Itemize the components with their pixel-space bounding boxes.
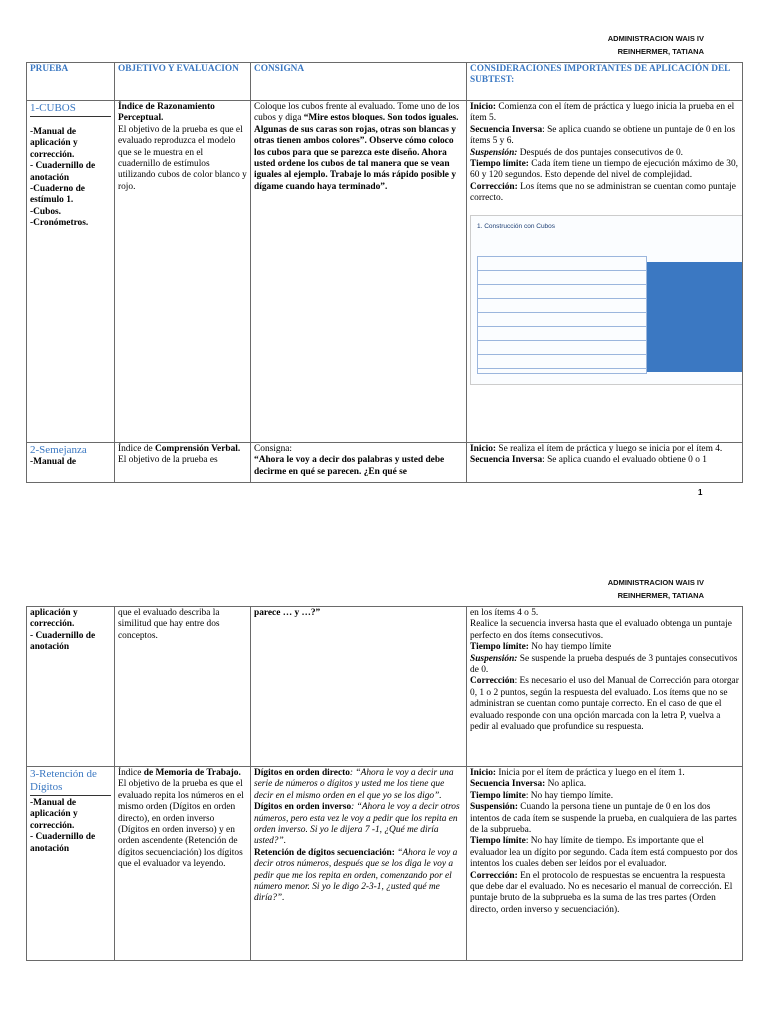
objective-text: que el evaluado describa la similitud que hay entre dos conceptos. [118,608,220,641]
consideration-text: : No hay tiempo límite. [525,790,614,801]
score-grid [477,256,647,374]
cubos-consideraciones-cell [467,101,743,443]
record-form-figure [470,215,743,385]
material-item: -Cuaderno de estímulo 1. [30,184,85,206]
consideration-text: Se realiza el ítem de práctica y luego se inicia por el ítem 4. [496,444,723,454]
consideration-item [470,768,739,779]
instruction-label: Dígitos en orden directo [254,768,350,778]
consideration-label: Suspensión: [470,147,518,158]
row-digitos [27,767,743,961]
semejanza-consideraciones-cell [467,607,743,767]
consideration-item [470,654,739,677]
material-item: -Cubos. [30,206,61,217]
consideration-text: Realice la secuencia inversa hasta que el evaluado obtenga un puntaje perfecto en dos ítems consecutivos. [470,619,732,641]
cubos-prueba-cell [27,101,115,443]
instruction-quote: “Mire estos bloques. Son todos iguales. Algunas de sus caras son rojas, otras son blancas y otras tienen ambos colores”. Observe cómo coloco los cubos para que se parezca este diseño. Ahora usted ordene los cubos de tal manera que se vean iguales al ejemplo. Trabaje lo más rápido posible y dígame cuando haya terminado”. [254,113,459,192]
semejanza-consigna-cell [251,607,467,767]
consideration-item [470,642,739,653]
index-label: Índice de Razonamiento Perceptual. [118,102,215,124]
header-author: REINHERMER, TATIANA [617,591,704,600]
index-prefix: Índice [118,768,144,778]
subtest-table-page1 [26,62,743,483]
consideration-text: : Es necesario el uso del Manual de Corrección para otorgar 0, 1 o 2 puntos, según la respuesta del evaluado. Los ítems que no se administran se cuentan como puntaje correcto. En el caso de que el evaluado responde con una opción marcada con la letra P, vuelva a pedir al evaluado que profundice su respuesta. [470,676,739,733]
consideration-text: Los ítems que no se administran se cuentan como puntaje correcto. [470,181,736,204]
index-label: de Memoria de Trabajo. [143,768,241,778]
record-form-grid [477,256,743,374]
consideration-item [470,871,739,917]
consideration-text: En el protocolo de respuestas se encuentra la respuesta que debe dar el evaluado. No es necesario el manual de corrección. El puntaje bruto de la subprueba es la suma de las tres partes (Orden directo, orden inverso y secuenciación). [470,870,733,915]
material-item: -Manual de aplicación y corrección. [30,127,78,160]
header-author: REINHERMER, TATIANA [617,47,704,56]
subtest-table-page2 [26,606,743,961]
consideration-label: Tiempo límite: [470,642,529,653]
row-semejanza-bottom [27,607,743,767]
material-item: aplicación y corrección. [30,608,78,630]
consideration-item [470,444,739,455]
consideration-text: : No hay límite de tiempo. Es importante que el evaluador lea un dígito por segundo. Cada ítem está compuesto por dos intentos los cuales deben ser leídos por el evaluador. [470,836,738,870]
consideration-item [470,802,739,836]
col-objetivo: OBJETIVO Y EVALUACION [115,63,251,101]
consideration-item [470,779,739,790]
semejanza-consideraciones-cell [467,443,743,483]
instruction-item [254,848,463,905]
score-column [647,262,743,372]
consideration-text: No hay tiempo límite [528,642,612,653]
objective-text: El objetivo de la prueba es que el evaluado repita los números en el mismo orden (Dígitos en orden directo), en orden inverso (Dígitos en orden inverso) y en orden ascendente (Retención de dígitos secuenciación) los dígitos que el evaluador va leyendo. [118,779,244,870]
instruction-label: Consigna: [254,444,293,454]
consideration-label: Corrección [470,676,515,687]
instruction-label: Dígitos en orden inverso [254,802,352,813]
cubos-test-name: 1-CUBOS [30,102,111,117]
digitos-prueba-cell [27,767,115,961]
row-semejanza-top [27,443,743,483]
cubos-objetivo-cell [115,101,251,443]
instruction-text: : “Ahora le voy a decir una serie de números o dígitos y usted me los tiene que decir en el mismo orden en el que yo se los digo”. [254,768,454,801]
index-label: Comprensión Verbal. [154,444,241,454]
consideration-item [470,148,739,159]
instruction-quote: “Ahora le voy a decir dos palabras y usted debe decirme en qué se parecen. ¿En qué se [254,455,445,477]
consideration-text: Se suspende la prueba después de 3 puntajes consecutivos de 0. [470,653,738,676]
table-header-row [27,63,743,101]
consideration-item [470,182,739,205]
consideration-label: Suspensión: [470,802,518,813]
semejanza-consigna-cell [251,443,467,483]
consideration-text: Después de dos puntajes consecutivos de 0. [517,147,684,158]
consideration-label: Corrección: [470,181,518,192]
semejanza-prueba-cell [27,607,115,767]
col-consigna: CONSIGNA [251,63,467,101]
consideration-label: Tiempo límite [470,790,526,801]
material-item: -Cronómetros. [30,218,89,229]
col-consideraciones: CONSIDERACIONES IMPORTANTES DE APLICACIÓN DEL SUBTEST: [467,63,743,101]
consideration-label: Inicio: [470,768,497,778]
consideration-item [470,676,739,733]
instruction-text: : “Ahora le voy a decir otros números, pero esta vez le voy a pedir que los repita en orden inverso. Si yo le dijera 7 -1, ¿Qué me diría usted?”. [254,802,460,847]
digitos-objetivo-cell [115,767,251,961]
consideration-text: : Se aplica cuando se obtiene un puntaje de 0 en los ítems 5 y 6. [470,124,736,147]
row-cubos [27,101,743,443]
consideration-label: Corrección: [470,870,518,881]
instruction-text: “Ahora le voy a decir otros números, después que se los diga le voy a pedir que me los repita en orden, comenzando por el número menor. Si yo le digo 2-3-1, ¿usted qué me diría?”. [254,847,458,904]
consideration-label: Secuencia Inversa [470,455,543,466]
semejanza-objetivo-cell [115,443,251,483]
semejanza-test-name: 2-Semejanza [30,444,87,456]
consideration-text: : Se aplica cuando el evaluado obtiene 0 o 1 [542,455,707,466]
instruction-text: Coloque los cubos frente al evaluado. Tome uno de los cubos y diga [254,102,460,124]
instruction-label: Retención de dígitos secuenciación: [254,847,395,858]
consideration-text: Comienza con el ítem de práctica y luego inicia la prueba en el ítem 5. [470,102,735,124]
objective-text: El objetivo de la prueba es que el evaluado reproduzca el modelo que se le muestra en el cuadernillo de estímulos utilizando cubos de color blanco y rojo. [118,124,247,192]
cubos-consigna-cell [251,101,467,443]
consideration-item [470,125,739,148]
consideration-item [470,159,739,182]
material-item: - Cuadernillo de anotación [30,630,96,653]
index-prefix: Índice de [118,444,155,454]
page-header [608,576,704,602]
digitos-consideraciones-cell [467,767,743,961]
consideration-label: Tiempo límite: [470,159,529,170]
material-item: -Manual de aplicación y corrección. [30,798,78,831]
page-header [608,32,704,58]
digitos-test-name: 3-Retención de Dígitos [30,768,111,796]
consideration-text: Inicia por el ítem de práctica y luego en el ítem 1. [496,768,685,778]
digitos-consigna-cell [251,767,467,961]
page-number: 1 [698,488,703,497]
figure-title: 1. Construcción con Cubos [477,222,556,230]
consideration-label: Inicio: [470,444,497,454]
material-item: - Cuadernillo de anotación [30,832,96,854]
consideration-item [470,102,739,125]
consideration-item [470,836,739,870]
instruction-item [254,768,463,802]
instruction-item [254,802,463,848]
material-item: - Cuadernillo de anotación [30,161,96,183]
consideration-text: en los ítems 4 o 5. [470,608,539,618]
objective-text: El objetivo de la prueba es [118,455,218,466]
consideration-text: Cada ítem tiene un tiempo de ejecución máximo de 30, 60 y 120 segundos. Esto depende del nivel de complejidad. [470,159,738,181]
consideration-item [470,791,739,802]
header-title: ADMINISTRACION WAIS IV [607,578,704,587]
semejanza-objetivo-cell [115,607,251,767]
semejanza-prueba-cell [27,443,115,483]
header-title: ADMINISTRACION WAIS IV [607,34,704,43]
material-item: -Manual de [30,457,77,467]
consideration-text: No aplica. [545,779,587,790]
consideration-label: Secuencia Inversa [470,124,543,135]
consideration-label: Inicio: [470,102,497,112]
col-prueba: PRUEBA [27,63,115,101]
consideration-text: Cuando la persona tiene un puntaje de 0 en los dos intentos de cada ítem se suspende la prueba, en cualquiera de las partes de la subprueba. [470,802,737,836]
instruction-quote: parece … y …?” [254,608,321,618]
consideration-label: Secuencia Inversa: [470,779,546,790]
consideration-label: Tiempo límite [470,836,526,847]
consideration-item [470,455,739,466]
consideration-label: Suspensión: [470,653,518,664]
